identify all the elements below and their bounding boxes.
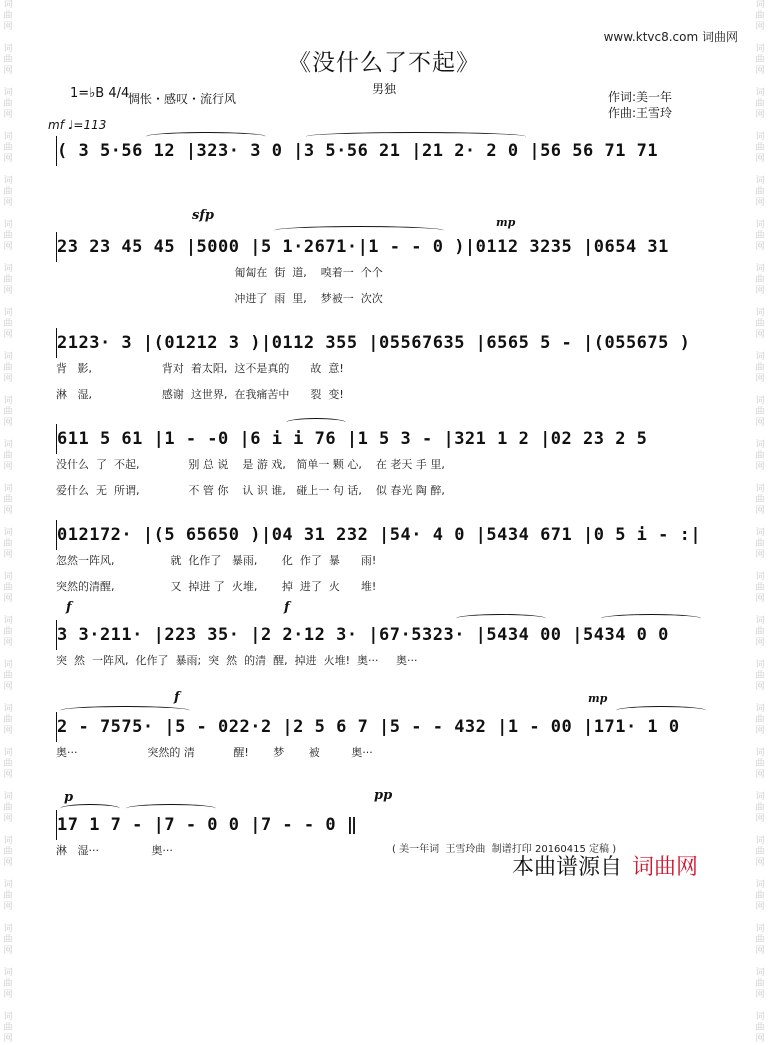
notation-line: ( 3 5·56 12 |323· 3 0 |3 5·56 21 |21 2· 2 0 |56 56 71 71 xyxy=(56,136,725,166)
dynamic-f: f xyxy=(66,600,72,615)
lyric-verse-2: 冲进了 雨 里, 梦被一 次次 xyxy=(56,292,383,305)
lyric-verse-2: 突然的清醒, 又 掉进 了 火堆, 掉 进了 火 堆! xyxy=(56,580,377,593)
composer: 作曲:王雪玲 xyxy=(608,106,673,120)
brand-text: 本曲谱源自 xyxy=(512,855,623,880)
lyricist: 作词:美一年 xyxy=(608,90,673,104)
lyric-line: 突 然 一阵风, 化作了 暴雨; 突 然 的清 醒, 掉进 火堆! 奥··· 奥··· xyxy=(56,654,418,667)
brand-link[interactable]: 词曲网 xyxy=(632,855,699,880)
key-signature: 1=♭B 4/4 xyxy=(70,86,130,101)
lyric-verse-1: 匍匐在 街 道, 嗅着一 个个 xyxy=(56,266,383,279)
tempo-mark: mf ♩=113 xyxy=(48,118,107,132)
credits xyxy=(608,89,672,121)
style-mood: 惆怅・感叹・流行风 xyxy=(128,92,237,106)
watermark-left: 词 曲 网 词 曲 网 词 曲 网 词 曲 网 词 曲 网 词 曲 网 词 曲 网 词 曲 网 词 曲 网 词 曲 网 词 曲 网 词 曲 网 词 曲 网 词 曲 网 词 曲 网 词 曲 网 词 曲 网 词 曲 网 词 曲 网 词 曲 网 词 曲 网 词 曲 网 词 曲 网 词 曲 网 xyxy=(3,0,13,1044)
site-url[interactable]: www.ktvc8.com 词曲网 xyxy=(603,30,738,44)
lyric-verse-2: 爱什么 无 所谓, 不 管 你 认 识 谁, 碰上一 句 话, 似 春光 陶 醉, xyxy=(56,484,445,497)
lyric-line: 淋 湿··· 奥··· xyxy=(56,844,173,857)
watermark-right: 词 曲 网 词 曲 网 词 曲 网 词 曲 网 词 曲 网 词 曲 网 词 曲 网 词 曲 网 词 曲 网 词 曲 网 词 曲 网 词 曲 网 词 曲 网 词 曲 网 词 曲 网 词 曲 网 词 曲 网 词 曲 网 词 曲 网 词 曲 网 词 曲 网 词 曲 网 词 曲 网 词 曲 网 xyxy=(755,0,765,1044)
song-title: 《没什么了不起》 xyxy=(288,50,480,76)
dynamic-f: f xyxy=(284,600,290,615)
lyric-verse-1: 没什么 了 不起, 别 总 说 是 游 戏, 简单一 颗 心, 在 老天 手 里, xyxy=(56,458,445,471)
lyric-verse-2: 淋 湿, 感谢 这世界, 在我痛苦中 裂 变! xyxy=(56,388,344,401)
footer-credit-note: ( 美一年词 王雪玲曲 制谱打印 20160415 定稿 ) xyxy=(392,844,617,855)
dynamic-sfp: sfp xyxy=(192,208,215,223)
notation-line: 012172· |(5 65650 )|04 31 232 |54· 4 0 |5434 671 |0 5 i - :| xyxy=(56,520,725,550)
dynamic-pp: pp xyxy=(374,788,393,803)
notation-line: 3 3·211· |223 35· |2 2·12 3· |67·5323· |5434 00 |5434 0 0 xyxy=(56,620,725,650)
lyric-verse-1: 背 影, 背对 着太阳, 这不是真的 故 意! xyxy=(56,362,344,375)
lyric-verse-1: 忽然一阵风, 就 化作了 暴雨, 化 作了 暴 雨! xyxy=(56,554,377,567)
notation-line: 23 23 45 45 |5000 |5 1·2671·|1 - - 0 )|0112 3235 |0654 31 xyxy=(56,232,725,262)
source-brand xyxy=(512,850,698,881)
dynamic-p: p xyxy=(64,790,74,805)
dynamic-mp: mp xyxy=(588,692,608,705)
voice-type: 男独 xyxy=(371,82,396,96)
dynamic-mp: mp xyxy=(496,216,516,229)
dynamic-f: f xyxy=(174,690,180,705)
lyric-line: 奥··· 突然的 清 醒! 梦 被 奥··· xyxy=(56,746,373,759)
notation-line: 611 5 61 |1 - -0 |6 i i 76 |1 5 3 - |321 1 2 |02 23 2 5 xyxy=(56,424,725,454)
notation-line: 2 - 7575· |5 - 022·2 |2 5 6 7 |5 - - 432 |1 - 00 |171· 1 0 xyxy=(56,712,725,742)
notation-line: 17 1 7 - |7 - 0 0 |7 - - 0 ‖ xyxy=(56,810,397,840)
notation-line: 2123· 3 |(01212 3 )|0112 355 |05567635 |6565 5 - |(055675 ) xyxy=(56,328,725,358)
